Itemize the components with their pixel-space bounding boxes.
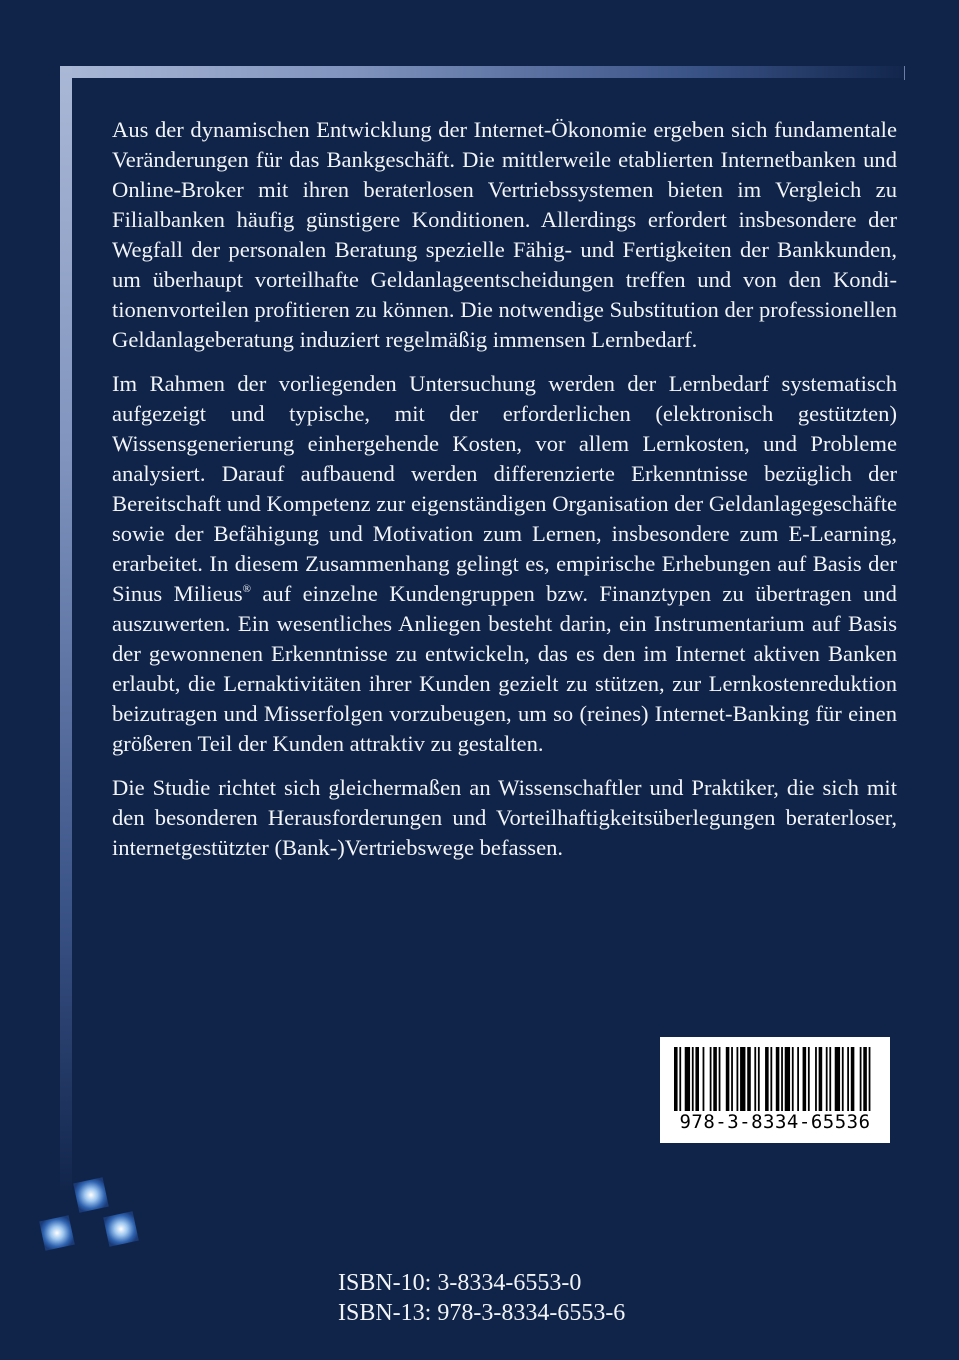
barcode-bar — [703, 1047, 705, 1111]
barcode-bar — [740, 1047, 745, 1111]
barcode-bar — [797, 1047, 799, 1111]
barcode-bar — [808, 1047, 810, 1111]
frame-left-bar — [60, 66, 72, 1190]
barcode-bar — [747, 1047, 751, 1111]
barcode-bar — [674, 1047, 678, 1111]
barcode-bar — [770, 1047, 772, 1111]
frame-top-bar — [60, 66, 905, 78]
barcode-bar — [815, 1047, 817, 1111]
barcode-bar — [842, 1047, 844, 1111]
barcode-bar — [860, 1047, 862, 1111]
barcode-bar — [776, 1047, 780, 1111]
barcode-bar — [781, 1047, 783, 1111]
barcode-bar — [829, 1047, 831, 1111]
barcode-bar — [695, 1047, 699, 1111]
barcode-bar — [851, 1047, 855, 1111]
barcode-bar — [869, 1047, 871, 1111]
registered-mark: ® — [242, 583, 251, 595]
isbn-block — [338, 1268, 625, 1328]
barcode-bar — [713, 1047, 717, 1111]
barcode-bar — [754, 1047, 756, 1111]
isbn-13: ISBN-13: 978-3-8334-6553-6 — [338, 1300, 626, 1326]
barcode-bar — [719, 1047, 721, 1111]
blurb-paragraph-2-start: Im Rahmen der vorliegenden Untersuchung werden der Lernbedarf systematisch aufgezeigt und typische, mit der erforderlichen (elektronisch gestützten) Wissensgenerierung einhergehende Kosten, vor allem Lernkosten, und Probleme analysiert. Darauf aufbauend werden differenzierte Erkenntnisse bezüglich der Bereitschaft und Kompetenz zur eigenständigen Organisation der Geldanlagegeschäfte sowie der Befähigung und Motivation zum Lernen, insbesondere zum E-Learning, erarbeitet. In diesem Zusammenhang gelingt es, empirische Erhebungen auf Basis der Sinus Milieus — [112, 371, 897, 606]
barcode-bar — [847, 1047, 849, 1111]
isbn-10: ISBN-10: 3-8334-6553-0 — [338, 1270, 582, 1296]
blurb-paragraph-2 — [112, 369, 897, 759]
barcode-digits: 978-3-8334-65536 — [679, 1111, 871, 1133]
barcode-bar — [792, 1047, 794, 1111]
back-cover-blurb — [112, 115, 897, 877]
barcode — [660, 1037, 890, 1143]
barcode-bars — [674, 1047, 874, 1111]
blurb-paragraph-3: Die Studie richtet sich gleichermaßen an Wissenschaftler und Praktiker, die sich mit den besonderen Herausforderungen und Vorteilhaftigkeitsüberlegungen beraterloser, internetgestützter (Bank-)Vertriebswege befassen. — [112, 775, 897, 860]
barcode-bar — [819, 1047, 823, 1111]
barcode-bar — [835, 1047, 840, 1111]
barcode-bar — [726, 1047, 730, 1111]
barcode-bar — [765, 1047, 769, 1111]
frame-corner-tick — [904, 66, 905, 80]
barcode-bar — [803, 1047, 807, 1111]
barcode-bar — [731, 1047, 733, 1111]
blurb-paragraph-1: Aus der dynamischen Entwicklung der Internet-Ökonomie ergeben sich fundamentale Veränderungen für das Bankgeschäft. Die mittlerweile etablierten Internetbanken und Online-Broker mit ihren beraterlosen Vertriebssystemen bieten im Vergleich zu Filialbanken häufig günstigere Konditionen. Allerdings erfordert insbesondere der Wegfall der personalen Beratung spezielle Fähig- und Fertigkeiten der Bankkunden, um überhaupt vorteilhafte Geldanlageentscheidungen treffen und von den Konditionenvorteilen profitieren zu können. Die notwendige Substitution der professionellen Geldanlageberatung induziert regelmäßig immensen Lernbedarf. — [112, 117, 897, 352]
barcode-bar — [679, 1047, 681, 1111]
barcode-bar — [737, 1047, 739, 1111]
barcode-bar — [692, 1047, 694, 1111]
barcode-bar — [863, 1047, 867, 1111]
barcode-bar — [826, 1047, 828, 1111]
barcode-bar — [758, 1047, 760, 1111]
barcode-bar — [710, 1047, 712, 1111]
barcode-bar — [785, 1047, 790, 1111]
decorative-squares-icon — [36, 1170, 156, 1260]
blurb-paragraph-2-end: auf einzelne Kundengruppen bzw. Finanztypen zu übertragen und auszuwerten. Ein wesentliches Anliegen besteht darin, ein Instrumentarium auf Basis der gewonnenen Erkenntnisse zu entwickeln, das es den im Internet aktiven Banken erlaubt, die Lernaktivitäten ihrer Kunden gezielt zu stützen, zur Lernkostenreduktion beizutragen und Misserfolgen vorzubeugen, um so (reines) Internet-Banking für einen größeren Teil der Kunden attraktiv zu gestalten. — [112, 581, 897, 756]
barcode-bar — [685, 1047, 690, 1111]
